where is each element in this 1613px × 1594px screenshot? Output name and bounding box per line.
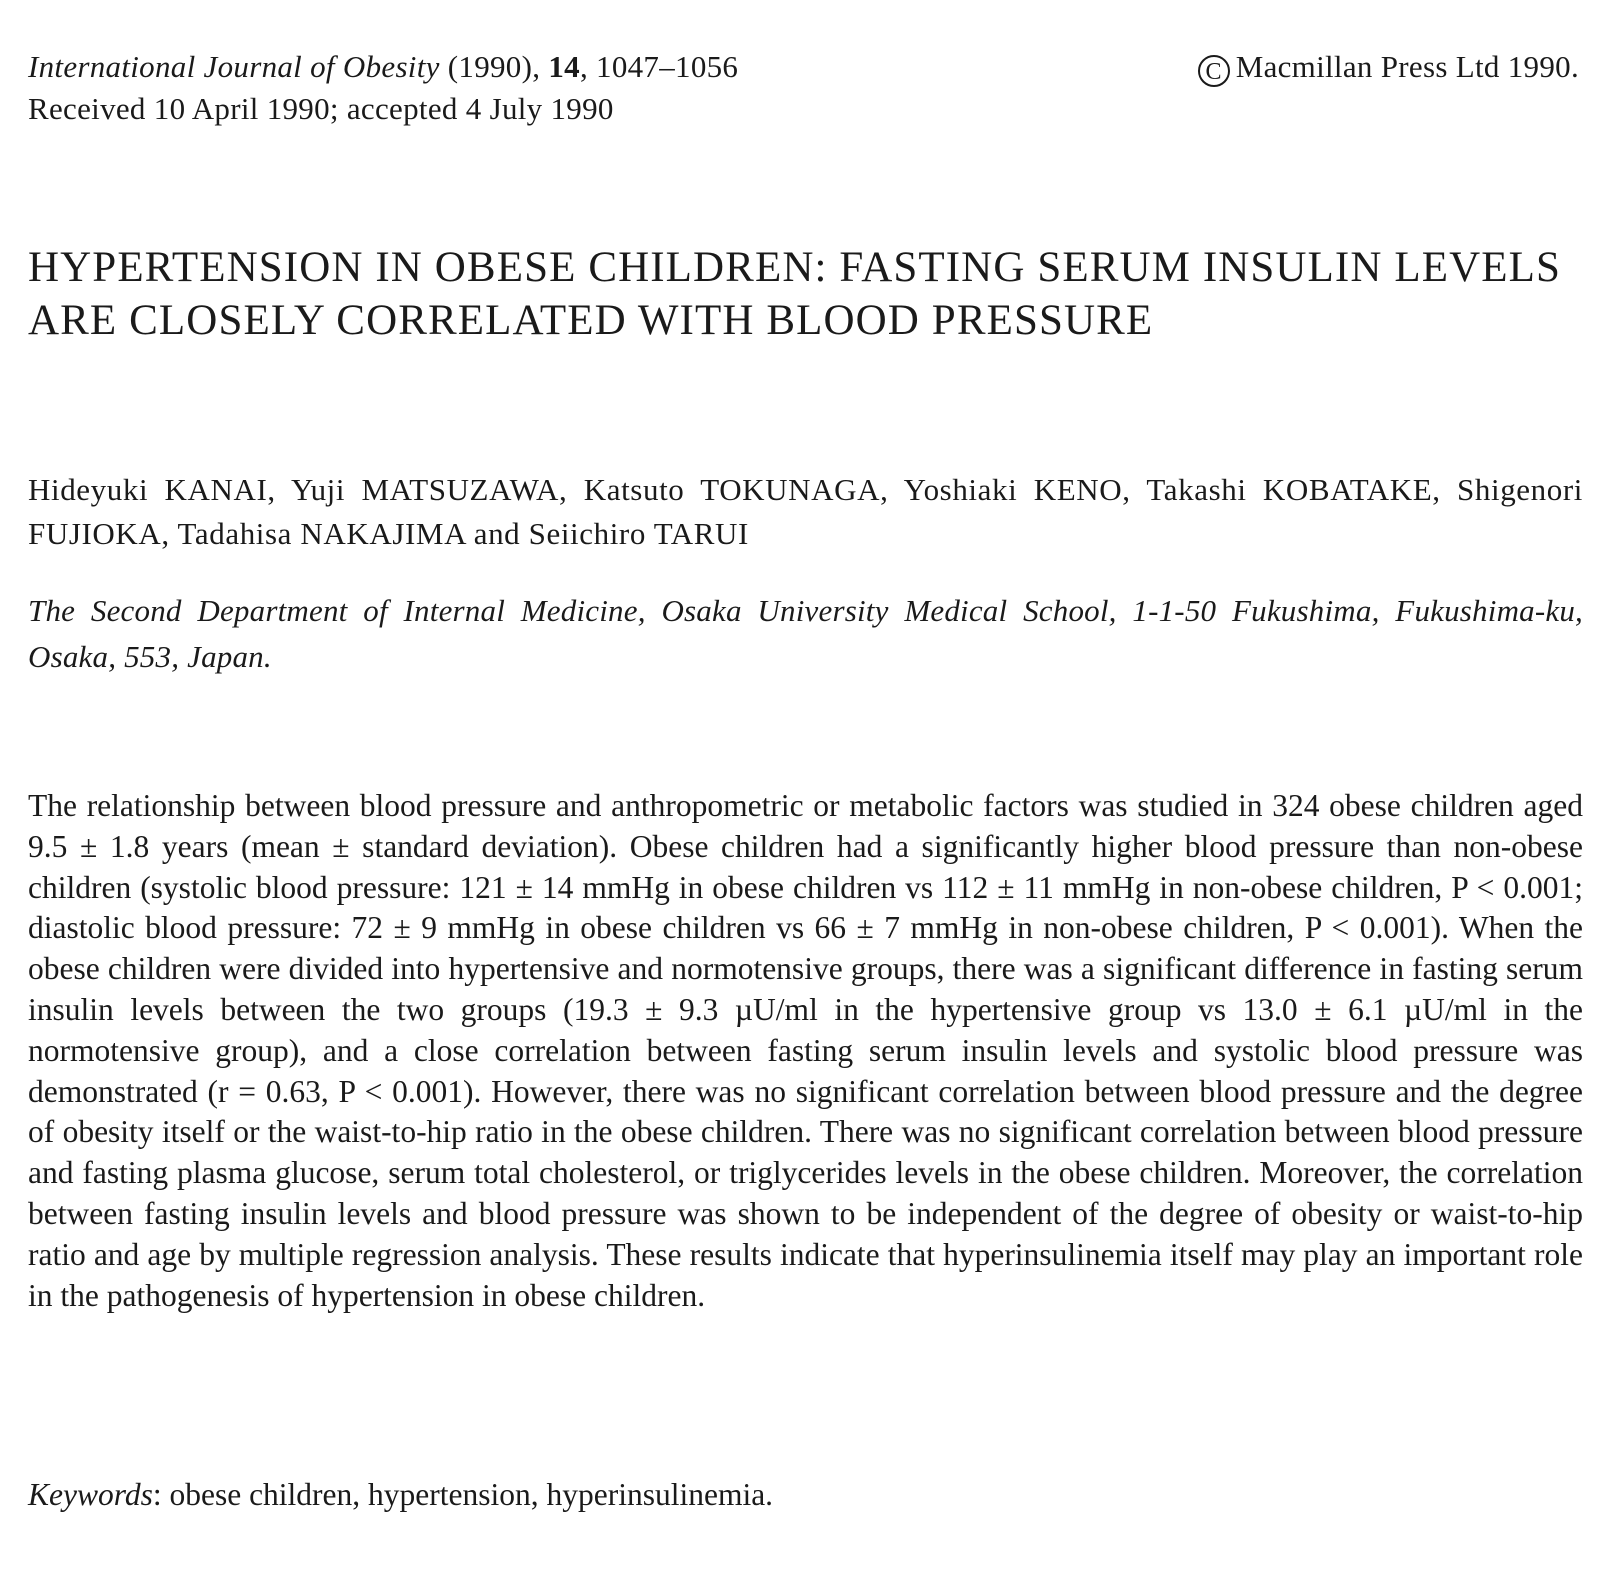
copyright-text: Macmillan Press Ltd 1990. <box>1235 49 1579 84</box>
journal-volume: 14 <box>548 49 580 84</box>
author-affiliation: The Second Department of Internal Medicine, Osaka University Medical School, 1-1-50 Fukushima, Fukushima-ku, Osaka, 553, Japan. <box>28 593 1583 674</box>
copyright-icon: C <box>1198 55 1230 87</box>
author-list: Hideyuki KANAI, Yuji MATSUZAWA, Katsuto TOKUNAGA, Yoshiaki KENO, Takashi KOBATAKE, Shigenori FUJIOKA, Tadahisa NAKAJIMA and Seiichiro TARUI <box>28 472 1583 551</box>
abstract-text: The relationship between blood pressure and anthropometric or metabolic factors was studied in 324 obese children aged 9.5 ± 1.8 years (mean ± standard deviation). Obese children had a significantly higher blood pressure than non-obese children (systolic blood pressure: 121 ± 14 mmHg in obese children vs 112 ± 11 mmHg in non-obese children, P < 0.001; diastolic blood pressure: 72 ± 9 mmHg in obese children vs 66 ± 7 mmHg in non-obese children, P < 0.001). When the obese children were divided into hypertensive and normotensive groups, there was a significant difference in fasting serum insulin levels between the two groups (19.3 ± 9.3 µU/ml in the hypertensive group vs 13.0 ± 6.1 µU/ml in the normotensive group), and a close correlation between fasting serum insulin levels and systolic blood pressure was demonstrated (r = 0.63, P < 0.001). However, there was no significant correlation between blood pressure and the degree of obesity itself or the waist-to-hip ratio in the obese children. There was no significant correlation between blood pressure and fasting plasma glucose, serum total cholesterol, or triglycerides levels in the obese children. Moreover, the correlation between fasting insulin levels and blood pressure was shown to be independent of the degree of obesity or waist-to-hip ratio and age by multiple regression analysis. These results indicate that hyperinsulinemia itself may play an important role in the pathogenesis of hypertension in obese children. <box>28 788 1583 1313</box>
copyright-notice <box>1198 46 1579 88</box>
received-accepted-dates: Received 10 April 1990; accepted 4 July 1990 <box>28 91 614 126</box>
journal-year: (1990), <box>447 49 541 84</box>
journal-name: International Journal of Obesity <box>28 49 440 84</box>
keywords-value: : obese children, hypertension, hyperinsulinemia. <box>152 1477 774 1512</box>
keywords-label: Keywords <box>28 1477 153 1512</box>
keywords-line <box>28 1474 1583 1516</box>
citation-line <box>28 46 738 88</box>
citation-block <box>28 46 738 130</box>
article-title: HYPERTENSION IN OBESE CHILDREN: FASTING SERUM INSULIN LEVELS ARE CLOSELY CORRELATED WITH BLOOD PRESSURE <box>28 244 1561 344</box>
journal-pages: , 1047–1056 <box>579 49 739 84</box>
